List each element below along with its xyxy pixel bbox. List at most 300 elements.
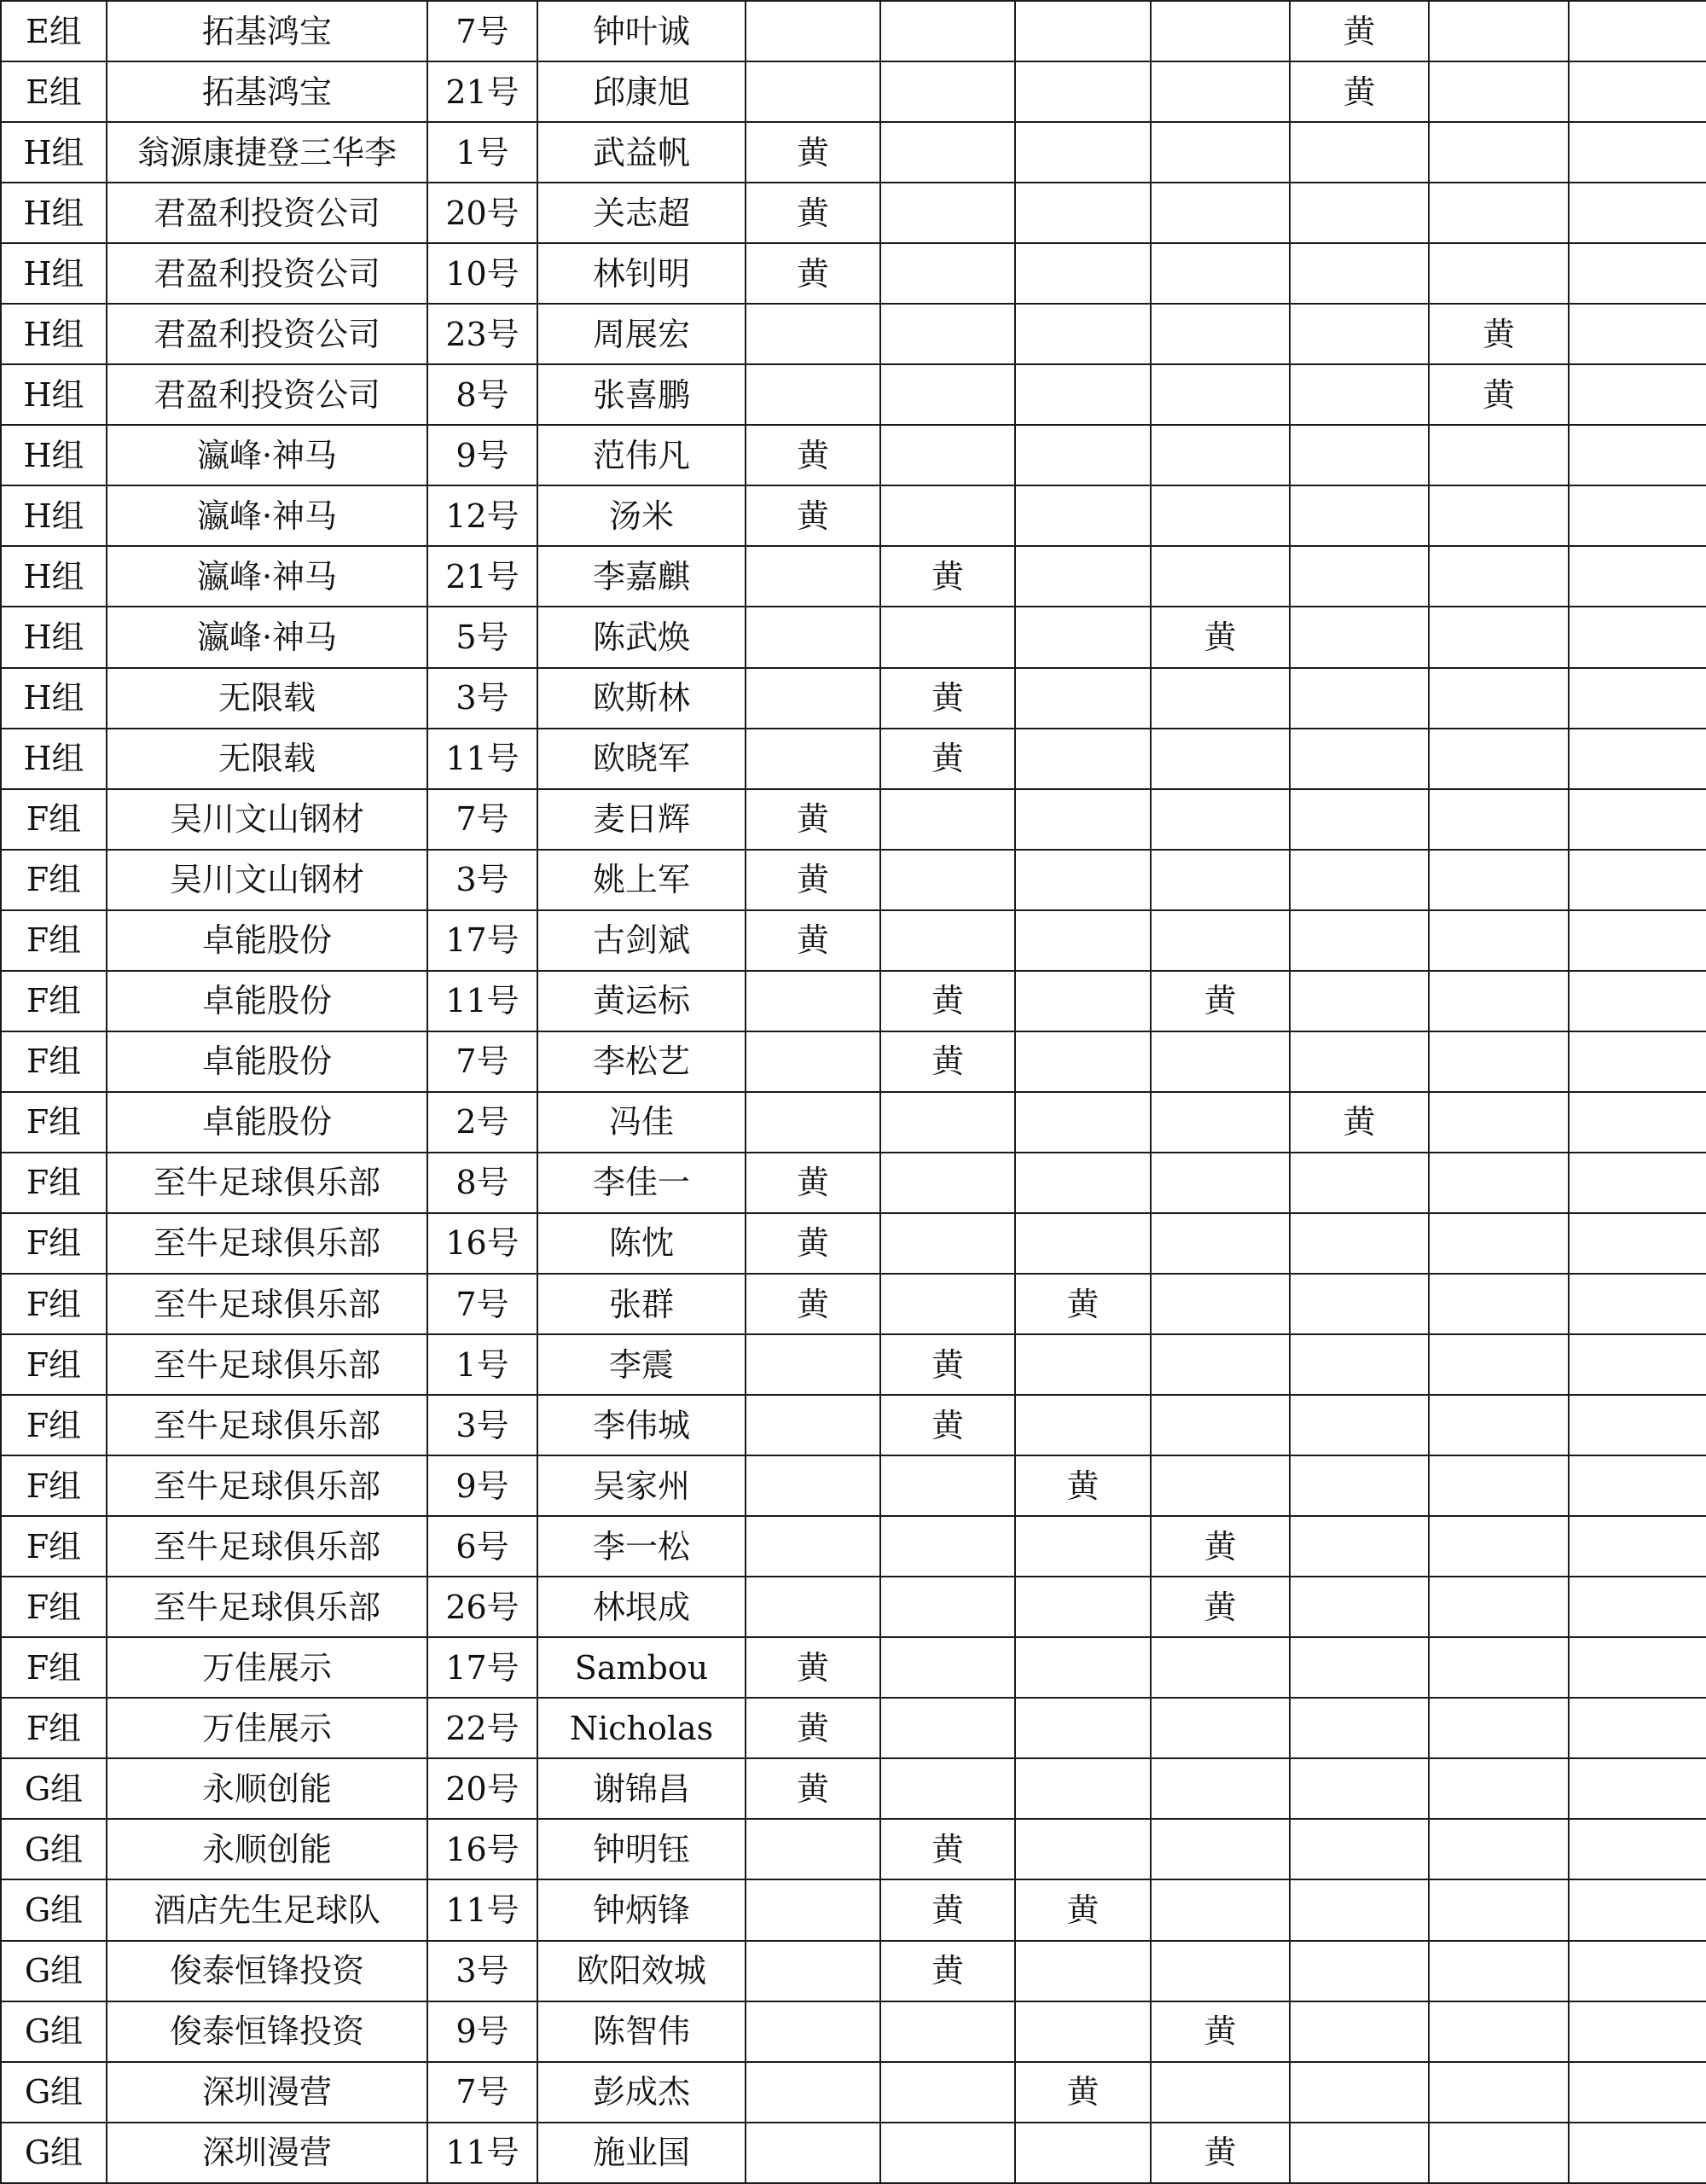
- card-mark-cell: [880, 789, 1015, 850]
- table-row: [1, 1213, 1706, 1274]
- card-mark-cell: [880, 1, 1015, 61]
- group-cell: F组: [1, 1031, 107, 1092]
- card-mark-cell: [880, 485, 1015, 546]
- card-mark-cell: [746, 607, 880, 667]
- card-mark-cell: [880, 1153, 1015, 1213]
- card-mark-cell: [1015, 2123, 1151, 2183]
- group-cell: H组: [1, 304, 107, 364]
- team-cell: 无限载: [107, 668, 427, 729]
- card-mark-cell: [1290, 850, 1429, 910]
- card-mark-cell: [746, 1577, 880, 1637]
- group-cell: F组: [1, 1092, 107, 1153]
- card-mark-cell: [1429, 850, 1569, 910]
- card-mark-cell: [1151, 850, 1290, 910]
- group-cell: F组: [1, 971, 107, 1031]
- number-cell: 22号: [427, 1698, 537, 1758]
- table-row: [1, 2001, 1706, 2062]
- card-mark-cell: [1569, 1153, 1706, 1213]
- card-mark-cell: 黄: [1015, 1879, 1151, 1940]
- table-row: [1, 1092, 1706, 1153]
- card-mark-cell: [1429, 485, 1569, 546]
- group-cell: G组: [1, 2001, 107, 2062]
- card-mark-cell: [1015, 1334, 1151, 1395]
- table-row: [1, 789, 1706, 850]
- card-mark-cell: 黄: [880, 971, 1015, 1031]
- card-mark-cell: [1151, 789, 1290, 850]
- card-mark-cell: [1015, 2001, 1151, 2062]
- card-mark-cell: [1569, 183, 1706, 243]
- card-mark-cell: [1151, 1758, 1290, 1819]
- card-mark-cell: [1429, 607, 1569, 667]
- card-mark-cell: [1290, 1455, 1429, 1516]
- card-mark-cell: 黄: [1151, 2001, 1290, 2062]
- card-mark-cell: [746, 1031, 880, 1092]
- team-cell: 拓基鸿宝: [107, 1, 427, 61]
- card-mark-cell: [746, 546, 880, 607]
- group-cell: H组: [1, 243, 107, 304]
- table-row: [1, 1395, 1706, 1455]
- group-cell: F组: [1, 1698, 107, 1758]
- group-cell: H组: [1, 607, 107, 667]
- card-mark-cell: [1151, 546, 1290, 607]
- card-mark-cell: [1151, 1395, 1290, 1455]
- team-cell: 万佳展示: [107, 1637, 427, 1698]
- card-mark-cell: [880, 2123, 1015, 2183]
- card-mark-cell: [880, 243, 1015, 304]
- team-cell: 深圳漫营: [107, 2062, 427, 2123]
- card-mark-cell: [1569, 1334, 1706, 1395]
- card-mark-cell: [1429, 1153, 1569, 1213]
- card-mark-cell: [1151, 2062, 1290, 2123]
- card-mark-cell: [1151, 364, 1290, 425]
- group-cell: H组: [1, 425, 107, 485]
- card-mark-cell: [1429, 971, 1569, 1031]
- table-row: [1, 485, 1706, 546]
- group-cell: F组: [1, 1274, 107, 1334]
- group-cell: F组: [1, 1213, 107, 1274]
- card-mark-cell: [1151, 122, 1290, 183]
- card-mark-cell: [1290, 1516, 1429, 1577]
- card-mark-cell: [1429, 1395, 1569, 1455]
- card-mark-cell: [1429, 1213, 1569, 1274]
- card-mark-cell: [1151, 425, 1290, 485]
- group-cell: F组: [1, 850, 107, 910]
- card-mark-cell: [880, 607, 1015, 667]
- number-cell: 7号: [427, 1274, 537, 1334]
- card-mark-cell: 黄: [746, 485, 880, 546]
- table-row: [1, 910, 1706, 971]
- table-row: [1, 364, 1706, 425]
- number-cell: 3号: [427, 850, 537, 910]
- player-name-cell: 施业国: [537, 2123, 746, 2183]
- card-mark-cell: [1569, 1758, 1706, 1819]
- team-cell: 深圳漫营: [107, 2123, 427, 2183]
- card-mark-cell: [1015, 546, 1151, 607]
- card-mark-cell: [1429, 1758, 1569, 1819]
- player-name-cell: 黄运标: [537, 971, 746, 1031]
- card-mark-cell: [880, 304, 1015, 364]
- card-mark-cell: [1429, 1637, 1569, 1698]
- team-cell: 俊泰恒锋投资: [107, 1941, 427, 2001]
- group-cell: G组: [1, 2062, 107, 2123]
- team-cell: 无限载: [107, 729, 427, 789]
- table-row: [1, 1, 1706, 61]
- card-mark-cell: [1015, 304, 1151, 364]
- group-cell: F组: [1, 789, 107, 850]
- number-cell: 3号: [427, 1395, 537, 1455]
- card-mark-cell: [1151, 668, 1290, 729]
- table-row: [1, 1819, 1706, 1879]
- group-cell: H组: [1, 122, 107, 183]
- card-mark-cell: [1015, 1, 1151, 61]
- card-mark-cell: [1569, 243, 1706, 304]
- card-mark-cell: [1151, 1819, 1290, 1879]
- card-mark-cell: 黄: [1151, 607, 1290, 667]
- card-mark-cell: [1290, 789, 1429, 850]
- table-body: [1, 1, 1706, 2183]
- card-mark-cell: [880, 364, 1015, 425]
- player-name-cell: 欧斯林: [537, 668, 746, 729]
- player-name-cell: 欧阳效城: [537, 1941, 746, 2001]
- team-cell: 卓能股份: [107, 1092, 427, 1153]
- table-row: [1, 668, 1706, 729]
- card-mark-cell: 黄: [1015, 1274, 1151, 1334]
- group-cell: H组: [1, 729, 107, 789]
- card-mark-cell: 黄: [746, 425, 880, 485]
- card-mark-cell: 黄: [880, 729, 1015, 789]
- card-mark-cell: [1569, 364, 1706, 425]
- card-mark-cell: [1429, 425, 1569, 485]
- card-mark-cell: [880, 1577, 1015, 1637]
- card-mark-cell: [1290, 1395, 1429, 1455]
- card-mark-cell: [880, 1516, 1015, 1577]
- team-cell: 君盈利投资公司: [107, 364, 427, 425]
- table-row: [1, 1031, 1706, 1092]
- card-mark-cell: [746, 2062, 880, 2123]
- team-cell: 至牛足球俱乐部: [107, 1455, 427, 1516]
- player-name-cell: 周展宏: [537, 304, 746, 364]
- player-name-cell: 李松艺: [537, 1031, 746, 1092]
- card-mark-cell: [1569, 1213, 1706, 1274]
- card-mark-cell: [1151, 485, 1290, 546]
- card-mark-cell: [1290, 1213, 1429, 1274]
- card-mark-cell: [1015, 364, 1151, 425]
- player-name-cell: 谢锦昌: [537, 1758, 746, 1819]
- card-mark-cell: [1151, 183, 1290, 243]
- group-cell: H组: [1, 546, 107, 607]
- card-mark-cell: 黄: [1429, 304, 1569, 364]
- card-mark-cell: [1429, 789, 1569, 850]
- group-cell: G组: [1, 1819, 107, 1879]
- card-mark-cell: [1015, 1637, 1151, 1698]
- card-mark-cell: [1569, 668, 1706, 729]
- number-cell: 20号: [427, 1758, 537, 1819]
- group-cell: H组: [1, 183, 107, 243]
- card-mark-cell: [1015, 607, 1151, 667]
- number-cell: 2号: [427, 1092, 537, 1153]
- card-mark-cell: [1290, 1334, 1429, 1395]
- card-mark-cell: [1015, 850, 1151, 910]
- card-mark-cell: [1569, 850, 1706, 910]
- group-cell: G组: [1, 2123, 107, 2183]
- card-mark-cell: 黄: [1151, 1516, 1290, 1577]
- player-name-cell: 吴家州: [537, 1455, 746, 1516]
- card-mark-cell: [1290, 1031, 1429, 1092]
- team-cell: 俊泰恒锋投资: [107, 2001, 427, 2062]
- team-cell: 君盈利投资公司: [107, 243, 427, 304]
- team-cell: 瀛峰·神马: [107, 425, 427, 485]
- table-row: [1, 607, 1706, 667]
- player-name-cell: 范伟凡: [537, 425, 746, 485]
- team-cell: 君盈利投资公司: [107, 304, 427, 364]
- player-name-cell: 姚上军: [537, 850, 746, 910]
- card-mark-cell: [1569, 1031, 1706, 1092]
- card-mark-cell: [1290, 729, 1429, 789]
- card-mark-cell: [1015, 1941, 1151, 2001]
- card-mark-cell: [1290, 425, 1429, 485]
- card-mark-cell: [1569, 2062, 1706, 2123]
- card-mark-cell: [1290, 1941, 1429, 2001]
- card-mark-cell: [1569, 1395, 1706, 1455]
- card-mark-cell: [1015, 1153, 1151, 1213]
- card-mark-cell: [1569, 61, 1706, 122]
- card-mark-cell: [1429, 1879, 1569, 1940]
- card-mark-cell: 黄: [1151, 1577, 1290, 1637]
- number-cell: 21号: [427, 61, 537, 122]
- team-cell: 至牛足球俱乐部: [107, 1153, 427, 1213]
- player-name-cell: 钟炳锋: [537, 1879, 746, 1940]
- card-mark-cell: [1151, 61, 1290, 122]
- card-mark-cell: [1151, 1698, 1290, 1758]
- card-mark-cell: [1290, 183, 1429, 243]
- card-mark-cell: [1015, 485, 1151, 546]
- number-cell: 12号: [427, 485, 537, 546]
- card-mark-cell: 黄: [746, 1274, 880, 1334]
- card-mark-cell: 黄: [746, 789, 880, 850]
- card-mark-cell: [1429, 1092, 1569, 1153]
- team-cell: 至牛足球俱乐部: [107, 1577, 427, 1637]
- table-row: [1, 1758, 1706, 1819]
- card-mark-cell: [746, 1879, 880, 1940]
- player-name-cell: 钟明钰: [537, 1819, 746, 1879]
- card-mark-cell: [1151, 243, 1290, 304]
- group-cell: G组: [1, 1879, 107, 1940]
- card-mark-cell: [1569, 1577, 1706, 1637]
- card-mark-cell: [746, 1516, 880, 1577]
- table-row: [1, 546, 1706, 607]
- card-mark-cell: [1015, 183, 1151, 243]
- player-name-cell: 邱康旭: [537, 61, 746, 122]
- team-cell: 万佳展示: [107, 1698, 427, 1758]
- card-mark-cell: [1429, 1577, 1569, 1637]
- card-mark-cell: [1290, 1274, 1429, 1334]
- card-mark-cell: [1290, 122, 1429, 183]
- table-row: [1, 2062, 1706, 2123]
- card-mark-cell: [1290, 910, 1429, 971]
- table-row: [1, 304, 1706, 364]
- card-mark-cell: [1569, 1879, 1706, 1940]
- card-mark-cell: [1015, 1516, 1151, 1577]
- table-row: [1, 971, 1706, 1031]
- card-mark-cell: [1290, 243, 1429, 304]
- card-mark-cell: [1569, 1698, 1706, 1758]
- card-mark-cell: [1569, 789, 1706, 850]
- team-cell: 卓能股份: [107, 971, 427, 1031]
- number-cell: 17号: [427, 1637, 537, 1698]
- card-mark-cell: [1151, 1031, 1290, 1092]
- card-mark-cell: [746, 1334, 880, 1395]
- card-mark-cell: [1429, 1698, 1569, 1758]
- player-name-cell: 李震: [537, 1334, 746, 1395]
- card-mark-cell: [1569, 1274, 1706, 1334]
- card-mark-cell: [1151, 1334, 1290, 1395]
- card-mark-cell: 黄: [1290, 1092, 1429, 1153]
- number-cell: 11号: [427, 971, 537, 1031]
- card-mark-cell: [1569, 607, 1706, 667]
- table-row: [1, 1879, 1706, 1940]
- number-cell: 23号: [427, 304, 537, 364]
- player-name-cell: 冯佳: [537, 1092, 746, 1153]
- group-cell: F组: [1, 1334, 107, 1395]
- player-name-cell: 李嘉麒: [537, 546, 746, 607]
- group-cell: F组: [1, 1455, 107, 1516]
- card-mark-cell: [746, 729, 880, 789]
- table-row: [1, 1637, 1706, 1698]
- card-mark-cell: [746, 2123, 880, 2183]
- card-mark-cell: [1569, 2001, 1706, 2062]
- table-row: [1, 122, 1706, 183]
- number-cell: 11号: [427, 2123, 537, 2183]
- number-cell: 7号: [427, 1, 537, 61]
- card-mark-cell: [1429, 668, 1569, 729]
- group-cell: F组: [1, 1395, 107, 1455]
- card-mark-cell: [1569, 1637, 1706, 1698]
- card-mark-cell: [1569, 546, 1706, 607]
- card-mark-cell: [1290, 364, 1429, 425]
- card-mark-cell: [880, 1274, 1015, 1334]
- card-mark-cell: [1290, 1819, 1429, 1879]
- card-mark-cell: [1569, 910, 1706, 971]
- table-row: [1, 1516, 1706, 1577]
- team-cell: 拓基鸿宝: [107, 61, 427, 122]
- card-mark-cell: 黄: [880, 1395, 1015, 1455]
- group-cell: F组: [1, 1516, 107, 1577]
- table-row: [1, 1153, 1706, 1213]
- card-mark-cell: [746, 304, 880, 364]
- number-cell: 11号: [427, 1879, 537, 1940]
- card-mark-cell: [880, 2001, 1015, 2062]
- card-mark-cell: [880, 850, 1015, 910]
- team-cell: 吴川文山钢材: [107, 789, 427, 850]
- card-mark-cell: 黄: [1290, 1, 1429, 61]
- card-mark-cell: [1151, 729, 1290, 789]
- card-mark-cell: [1290, 1698, 1429, 1758]
- player-name-cell: 武益帆: [537, 122, 746, 183]
- group-cell: G组: [1, 1758, 107, 1819]
- player-name-cell: 陈忱: [537, 1213, 746, 1274]
- team-cell: 瀛峰·神马: [107, 546, 427, 607]
- card-mark-cell: 黄: [1151, 2123, 1290, 2183]
- card-mark-cell: 黄: [746, 850, 880, 910]
- card-mark-cell: [1429, 183, 1569, 243]
- card-mark-cell: 黄: [1015, 2062, 1151, 2123]
- card-mark-cell: 黄: [880, 1819, 1015, 1879]
- number-cell: 7号: [427, 2062, 537, 2123]
- player-name-cell: 麦日辉: [537, 789, 746, 850]
- card-mark-cell: [746, 61, 880, 122]
- table-row: [1, 183, 1706, 243]
- card-mark-cell: [1015, 1577, 1151, 1637]
- card-mark-cell: [1151, 1213, 1290, 1274]
- card-mark-cell: [880, 183, 1015, 243]
- group-cell: H组: [1, 364, 107, 425]
- card-mark-cell: [1290, 485, 1429, 546]
- table-row: [1, 1698, 1706, 1758]
- card-mark-cell: 黄: [746, 1698, 880, 1758]
- card-mark-cell: [880, 1637, 1015, 1698]
- card-mark-cell: 黄: [880, 1334, 1015, 1395]
- card-mark-cell: [746, 668, 880, 729]
- team-cell: 卓能股份: [107, 1031, 427, 1092]
- card-mark-cell: 黄: [1015, 1455, 1151, 1516]
- card-mark-cell: [1290, 607, 1429, 667]
- card-mark-cell: [1290, 971, 1429, 1031]
- table-row: [1, 1455, 1706, 1516]
- card-mark-cell: [1015, 1819, 1151, 1879]
- card-mark-cell: [1569, 1819, 1706, 1879]
- card-mark-cell: 黄: [880, 668, 1015, 729]
- player-name-cell: 张群: [537, 1274, 746, 1334]
- team-cell: 至牛足球俱乐部: [107, 1395, 427, 1455]
- card-mark-cell: [746, 1455, 880, 1516]
- card-mark-cell: [1569, 425, 1706, 485]
- team-cell: 永顺创能: [107, 1819, 427, 1879]
- card-mark-cell: [1151, 1455, 1290, 1516]
- card-mark-cell: [880, 1092, 1015, 1153]
- card-mark-cell: [1429, 1274, 1569, 1334]
- player-name-cell: 李伟城: [537, 1395, 746, 1455]
- player-name-cell: 林垠成: [537, 1577, 746, 1637]
- number-cell: 6号: [427, 1516, 537, 1577]
- card-mark-cell: [1569, 122, 1706, 183]
- team-cell: 瀛峰·神马: [107, 607, 427, 667]
- card-mark-cell: [1015, 789, 1151, 850]
- card-mark-cell: 黄: [746, 910, 880, 971]
- card-mark-cell: [746, 1, 880, 61]
- group-cell: E组: [1, 1, 107, 61]
- player-name-cell: 彭成杰: [537, 2062, 746, 2123]
- team-cell: 卓能股份: [107, 910, 427, 971]
- player-name-cell: 汤米: [537, 485, 746, 546]
- card-mark-cell: [1290, 1637, 1429, 1698]
- card-mark-cell: [1569, 485, 1706, 546]
- card-mark-cell: 黄: [746, 1213, 880, 1274]
- number-cell: 1号: [427, 1334, 537, 1395]
- player-name-cell: 李一松: [537, 1516, 746, 1577]
- card-mark-cell: [1290, 546, 1429, 607]
- number-cell: 7号: [427, 1031, 537, 1092]
- number-cell: 26号: [427, 1577, 537, 1637]
- player-name-cell: 欧晓军: [537, 729, 746, 789]
- card-mark-cell: [1015, 122, 1151, 183]
- player-name-cell: 陈智伟: [537, 2001, 746, 2062]
- card-mark-cell: [746, 1092, 880, 1153]
- table-row: [1, 243, 1706, 304]
- card-mark-cell: [1151, 304, 1290, 364]
- team-cell: 至牛足球俱乐部: [107, 1334, 427, 1395]
- card-mark-cell: [746, 1395, 880, 1455]
- group-cell: F组: [1, 1153, 107, 1213]
